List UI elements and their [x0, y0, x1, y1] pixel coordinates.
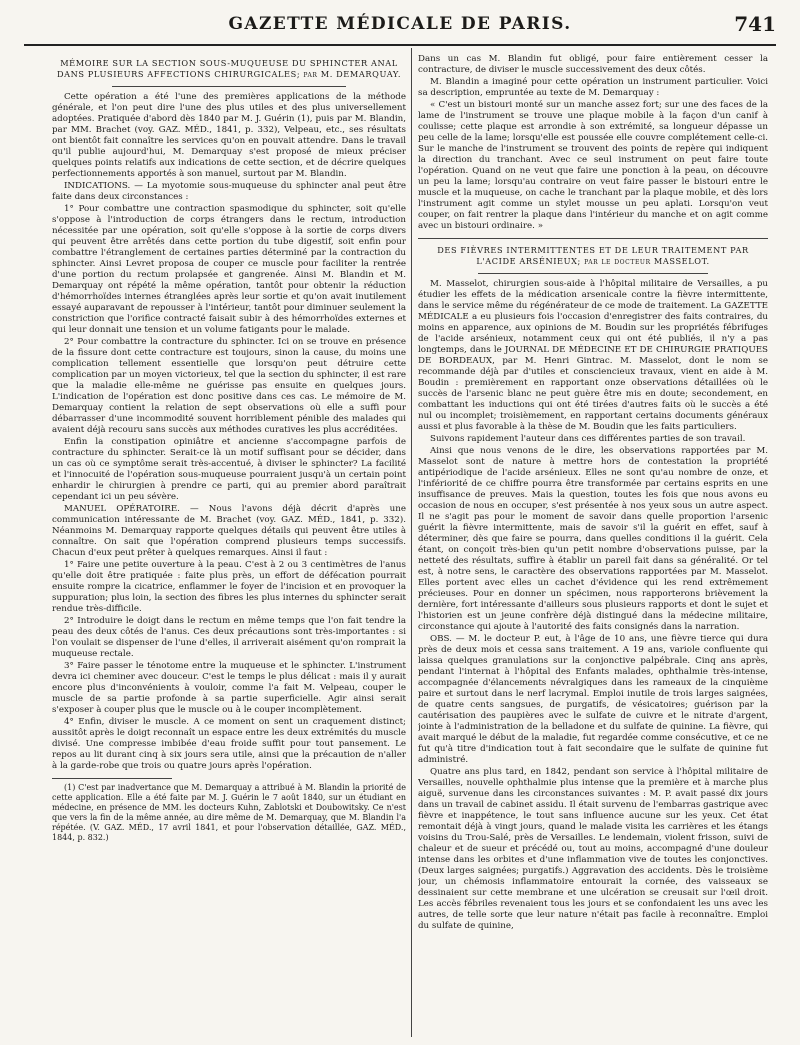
indication-2: 2° Pour combattre la contracture du sphincter. Ici on se trouve en présence de la fissure dont cette contracture est toujours, sinon la cause, du moins une complication tellement essentielle que lorsqu'on peut détruire cette complication par un moyen victorieux, tel que la section du sphincter, il est rare que la maladie elle-même ne guérisse pas ensuite en quelques jours. L'indication de l'opération est donc positive dans ces cas. Le mémoire de M. Demarquay contient la relation de sept observations où elle a suffi pour débarrasser d'une incommodité souvent horriblement pénible des malades qui avaient déjà recouru sans succès aux méthodes curatives les plus accréditées.: [52, 337, 406, 435]
column-divider: [411, 48, 412, 1037]
article-title-demarquay: MÉMOIRE SUR LA SECTION SOUS-MUQUEUSE DU SPHINCTER ANAL DANS PLUSIEURS AFFECTIONS CHIRURGICALES; par M. DEMARQUAY.: [56, 58, 402, 79]
step-1: 1° Faire une petite ouverture à la peau. C'est à 2 ou 3 centimètres de l'anus qu'elle doit être pratiquée : faite plus près, un effort de défécation pourrait ensuite rompre la cicatrice, enflammer le foyer de l'incision et en provoquer la suppuration; plus loin, la section des fibres les plus internes du sphincter serait rendue très-difficile.: [52, 560, 406, 614]
masselot-paragraph-1: M. Masselot, chirurgien sous-aide à l'hôpital militaire de Versailles, a pu étudier les effets de la médication arsenicale contre la fièvre intermittente, dans le service même du régénérateur de ce mode de traitement. La GAZETTE MÉDICALE a eu plusieurs fois l'occasion d'enregistrer des faits contraires, du moins en apparence, aux opinions de M. Boudin sur les propriétés fébrifuges de l'acide arsénieux, notamment ceux qui ont été publiés, il n'y a pas longtemps, dans le JOURNAL DE MÉDECINE ET DE CHIRURGIE PRATIQUES DE BORDEAUX, par M. Henri Gintrac. M. Masselot, dont le nom se recommande déjà par d'utiles et consciencieux travaux, vient en aide à M. Boudin : premièrement en rapportant onze observations détaillées où le succès de l'arsenic blanc ne peut guère être mis en doute; secondement, en combattant les inductions qui ont été tirées d'autres faits où le succès a été nul ou incomplet; troisièmement, en rapportant certains documents généraux aussi et plus favorable à la thèse de M. Boudin que les faits particuliers.: [418, 279, 768, 432]
masselot-paragraph-2: Suivons rapidement l'auteur dans ces différentes parties de son travail.: [430, 434, 746, 444]
step-3: 3° Faire passer le ténotome entre la muqueuse et le sphincter. L'instrument devra ici cheminer avec douceur. C'est le temps le plus délicat : mais il y aurait encore plus d'inconvénients à vouloir, comme l'a fait M. Velpeau, couper le muscle de sa partie profonde à sa partie superficielle. Agir ainsi serait s'exposer à couper plus que le muscle ou à le couper incomplètement.: [52, 661, 406, 715]
section-rule: [418, 238, 768, 239]
blandin-continuation: Dans un cas M. Blandin fut obligé, pour faire entièrement cesser la contracture, de diviser le muscle successivement des deux côtés.: [418, 54, 768, 75]
page-header: [24, 10, 776, 46]
footnote-rule: [52, 778, 172, 779]
instrument-description-quote: « C'est un bistouri monté sur un manche assez fort; sur une des faces de la lame de l'instrument se trouve une plaque mobile à la façon d'un canif à coulisse; cette plaque est arrondie à son extrémité, sa longueur dépasse un peu celle de la lame; lorsqu'elle est poussée elle couvre complétement celle-ci. Sur le manche de l'instrument se trouvent des points de repère qui indiquent la direction du tranchant. Avec ce seul instrument on peut faire toute l'opération. Quand on ne veut que faire une ponction à la peau, on découvre un peu la lame; lorsqu'au contraire on veut faire passer le bistouri entre le muscle et la muqueuse, on cache le tranchant par la plaque mobile, et dès lors l'instrument agit comme un stylet mousse un peu aplati. Lorsqu'on veut couper, on fait rentrer la plaque dans l'intérieur du manche et on agit comme avec un bistouri ordinaire. »: [418, 100, 768, 231]
title-rule-2: [478, 273, 708, 274]
step-4: 4° Enfin, diviser le muscle. A ce moment on sent un craquement distinct; aussitôt après le doigt reconnaît un espace entre les deux extrémités du muscle divisé. Une compresse imbibée d'eau froide suffit pour tout pansement. Le repos au lit durant cinq à six jours sera utile, ainsi que la précaution de n'aller à la garde-robe que trois ou quatre jours après l'opération.: [52, 717, 406, 771]
article-title-masselot: DES FIÈVRES INTERMITTENTES ET DE LEUR TRAITEMENT PAR L'ACIDE ARSÉNIEUX; par le docteur MASSELOT.: [437, 245, 749, 266]
indication-3: Enfin la constipation opiniâtre et ancienne s'accompagne parfois de contracture du sphincter. Serait-ce là un motif suffisant pour se décider, dans un cas où ce symptôme serait très-accentué, à diviser le sphincter? La facilité et l'innocuité de l'opération sous-muqueuse pourraient jusqu'à un certain point enhardir le chirurgien à prendre ce parti, qui au premier abord paraîtrait cependant ici un peu sévère.: [52, 437, 406, 502]
indications-heading: INDICATIONS. — La myotomie sous-muqueuse du sphincter anal peut être faite dans deux circonstances :: [52, 181, 406, 202]
observation-2: Quatre ans plus tard, en 1842, pendant son service à l'hôpital militaire de Versailles, nouvelle ophthalmie plus intense que la première et à marche plus aiguë, survenue dans les circonstances suivantes : M. P. avait passé dix jours dans un travail de cabinet assidu. Il était survenu de l'embarras gastrique avec fièvre et inappétence, le tout sans influence aucune sur les yeux. Cet état remontait déjà à vingt jours, quand le malade visita les carrières et les étangs voisins du Trou-Salé, près de Versailles. Le lendemain, violent frisson, suivi de chaleur et de sueur et précédé ou, tout au moins, accompagné d'une douleur intense dans les orbites et d'une inflammation vive de toutes les conjonctives. (Deux larges saignées; purgatifs.) Aggravation des accidents. Dès le troisième jour, un chémosis inflammatoire entourait la cornée, des vaisseaux se dessinaient sur cette membrane et une ulcération se creusait sur l'œil droit. Les accès fébriles revenaient tous les jours et se confondaient les uns avec les autres, de telle sorte que leur nature n'était pas facile à reconnaître. Emploi du sulfate de quinine,: [418, 767, 768, 931]
blandin-instrument-intro: M. Blandin a imaginé pour cette opération un instrument particulier. Voici sa description, empruntée au texte de M. Demarquay :: [418, 77, 768, 98]
masselot-paragraph-3: Ainsi que nous venons de le dire, les observations rapportées par M. Masselot sont de nature à mettre hors de contestation la propriété antipériodique de l'acide arsénieux. Elles ne sont qu'au nombre de onze, et l'infériorité de ce chiffre pourra être transformée par certains esprits en une insuffisance de preuves. Mais la question, toutes les fois que nous avons eu occasion de nous en occuper, s'est présentée à nos yeux sous un autre aspect. Il ne s'agit pas pour le moment de savoir dans quelle proportion l'arsenic guérit la fièvre intermittente, mais de savoir s'il la guérit en effet, sauf à déterminer, dès que faire se pourra, dans quelles conditions il la guérit. Cela étant, on conçoit très-bien qu'un petit nombre d'observations puisse, par la netteté des résultats, suffire à établir un pareil fait dans sa généralité. Or tel est, à notre sens, le caractère des observations rapportées par M. Masselot. Elles portent avec elles un cachet d'évidence qui les rend extrêmement précieuses. Pour en donner un spécimen, nous rapporterons brièvement la dernière, fort intéressante d'ailleurs sous plusieurs rapports et dont le sujet et l'historien est un jeune confrère déjà distingué dans la médecine militaire, circonstance qui ajoute à l'autorité des faits consignés dans la narration.: [418, 446, 768, 632]
step-2: 2° Introduire le doigt dans le rectum en même temps que l'on fait tendre la peau des deux côtés de l'anus. Ces deux précautions sont très-importantes : si l'on voulait se dispenser de l'une d'elles, il arriverait aisément qu'on romprait la muqueuse rectale.: [52, 616, 406, 659]
manuel-operatoire: MANUEL OPÉRATOIRE. — Nous l'avons déjà décrit d'après une communication intéressante de M. Brachet (voy. GAZ. MÉD., 1841, p. 332). Néanmoins M. Demarquay rapporte quelques détails qui peuvent être utiles à connaître. On sait que l'opération comprend plusieurs temps successifs. Chacun d'eux peut prêter à quelques remarques. Ainsi il faut :: [52, 504, 406, 558]
intro-paragraph: Cette opération a été l'une des premières applications de la méthode générale, et l'on peut dire l'une des plus utiles et des plus universellement adoptées. Pratiquée d'abord dès 1840 par M. J. Guérin (1), puis par M. Blandin, par MM. Brachet (voy. GAZ. MÉD., 1841, p. 332), Velpeau, etc., ses résultats ont bientôt fait connaître les services qu'on en pouvait attendre. Dans le travail qu'il publie aujourd'hui, M. Demarquay s'est proposé de mieux préciser quelques points relatifs aux indications de cette section, et de décrire quelques perfectionnements apportés à son manuel, surtout par M. Blandin.: [52, 92, 406, 179]
journal-title: GAZETTE MÉDICALE DE PARIS.: [228, 14, 572, 34]
right-column: [418, 54, 768, 1039]
left-column: [52, 54, 406, 1039]
page-number: 741: [734, 12, 776, 36]
indication-1: 1° Pour combattre une contraction spasmodique du sphincter, soit qu'elle s'oppose à l'introduction de corps étrangers dans le rectum, introduction nécessitée par une opération, soit qu'elle s'oppose à la sortie de corps divers qui peuvent être arrêtés dans cette portion du tube digestif, soit enfin pour combattre l'étranglement de certaines parties déterminé par la contraction du sphincter. Ainsi Levret proposa de couper ce muscle pour faciliter la rentrée d'une portion du rectum prolapsée et gangrenée. Ainsi M. Blandin et M. Demarquay ont répété la même opération, tantôt pour obtenir la réduction d'hémorrhoïdes internes étranglées après leur sortie et qu'on avait inutilement essayé auparavant de repousser à l'intérieur, tantôt pour diminuer seulement la constriction que l'orifice contracté faisait subir à des hémorrhoïdes externes et qui leur donnait une tension et un volume fatigants pour le malade.: [52, 204, 406, 335]
observation-1: OBS. — M. le docteur P. eut, à l'âge de 10 ans, une fièvre tierce qui dura près de deux mois et cessa sans traitement. A 19 ans, variole confluente qui laissa quelques granulations sur la conjonctive palpébrale. Cinq ans après, pendant l'internat à l'hôpital des Enfants malades, ophthalmie très-intense, accompagnée d'élancements névralgiques dans les rameaux de la cinquième paire et surtout dans le nerf lacrymal. Emploi inutile de trois larges saignées, de quatre cents sangsues, de purgatifs, de vésicatoires; guérison par la cautérisation des paupières avec le sulfate de cuivre et le nitrate d'argent, jointe à l'administration de la belladone et du sulfate de quinine. La fièvre, qui avait marqué le début de la maladie, fut regardée comme consécutive, et ce ne fut qu'à titre d'indication tout à fait secondaire que le sulfate de quinine fut administré.: [418, 634, 768, 765]
footnote: (1) C'est par inadvertance que M. Demarquay a attribué à M. Blandin la priorité de cette application. Elle a été faite par M. J. Guérin le 7 août 1840, sur un étudiant en médecine, en présence de MM. les docteurs Kuhn, Zablotski et Doubowitsky. Ce n'est que vers la fin de la même année, au dire même de M. Demarquay, que M. Blandin l'a répétée. (V. GAZ. MÉD., 17 avril 1841, et pour l'observation détaillée, GAZ. MÉD., 1844, p. 832.): [52, 783, 406, 842]
title-rule: [112, 86, 346, 87]
